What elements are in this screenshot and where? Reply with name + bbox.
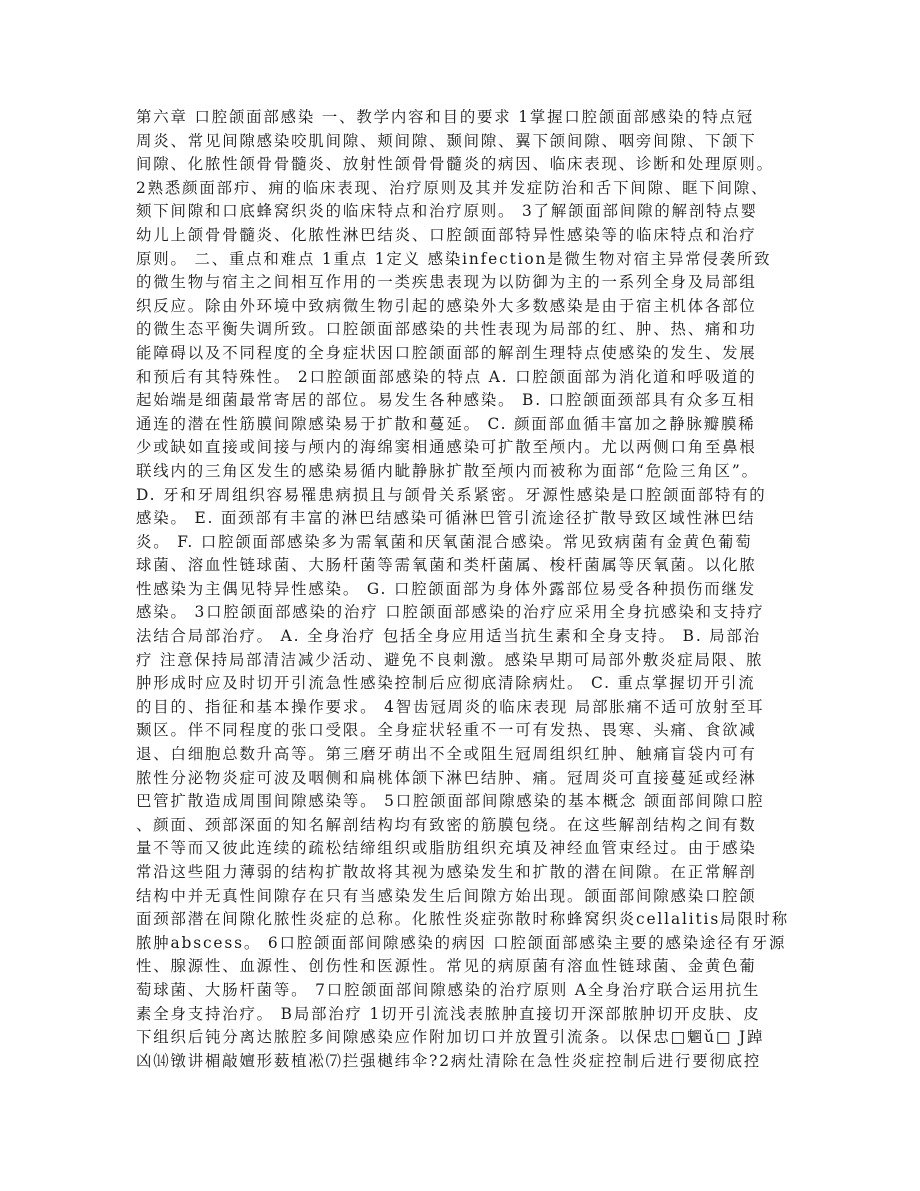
text-line: 、颜面、颈部深面的知名解剖结构均有致密的筋膜包绕。在这些解剖结构之间有数 xyxy=(136,815,757,834)
text-line: 常沿这些阻力薄弱的结构扩散故将其视为感染发生和扩散的潜在间隙。在正常解剖 xyxy=(136,863,757,881)
text-line: 原则。 二、重点和难点 1重点 1定义 感染infection是微生物对宿主异常侵袭所致 xyxy=(136,249,772,268)
text-line: 萄球菌、大肠杆菌等。 7口腔颌面部间隙感染的治疗原则 A全身治疗联合运用抗生 xyxy=(136,980,761,999)
text-line: 脓性分泌物炎症可波及咽侧和扁桃体颌下淋巴结肿、痛。冠周炎可直接蔓延或经淋 xyxy=(136,768,757,787)
text-line: 第六章 口腔颌面部感染 一、教学内容和目的要求 1掌握口腔颌面部感染的特点冠 xyxy=(136,108,755,126)
body-text xyxy=(136,106,796,1073)
text-line: 颏下间隙和口底蜂窝织炎的临床特点和治疗原则。 3了解颌面部间隙的解剖特点婴 xyxy=(136,202,758,221)
text-line: 感染。 3口腔颌面部感染的治疗 口腔颌面部感染的治疗应采用全身抗感染和支持疗 xyxy=(136,603,765,622)
text-line: 下组织后钝分离达脓腔多间隙感染应作附加切口并放置引流条。以保忠□魍ǔ□ J踔 xyxy=(136,1028,765,1047)
text-line: 织反应。除由外环境中致病微生物引起的感染外大多数感染是由于宿主机体各部位 xyxy=(136,296,757,315)
text-line: 联线内的三角区发生的感染易循内眦静脉扩散至颅内而被称为面部“危险三角区”。 xyxy=(136,461,759,480)
text-line: 素全身支持治疗。 B局部治疗 1切开引流浅表脓肿直接切开深部脓肿切开皮肤、皮 xyxy=(136,1004,761,1023)
text-line: 脓肿abscess。 6口腔颌面部间隙感染的病因 口腔颌面部感染主要的感染途径有牙源 xyxy=(136,933,787,952)
text-line: 退、白细胞总数升高等。第三磨牙萌出不全或阻生冠周组织红肿、触痛盲袋内可有 xyxy=(136,745,757,764)
text-line: 幼儿上颌骨骨髓炎、化脓性淋巴结炎、口腔颌面部特异性感染等的临床特点和治疗 xyxy=(136,225,757,244)
text-line: 凶⒁镦讲楣敲嬗形薮植凇⑺拦强樾纬伞?2病灶清除在急性炎症控制后进行要彻底控 xyxy=(136,1051,762,1070)
text-line: 通连的潜在性筋膜间隙感染易于扩散和蔓延。 C. 颜面部血循丰富加之静脉瓣膜稀 xyxy=(136,414,756,433)
text-line: 的微生态平衡失调所致。口腔颌面部感染的共性表现为局部的红、肿、热、痛和功 xyxy=(136,320,757,339)
text-line: 感染。 E. 面颈部有丰富的淋巴结感染可循淋巴管引流途径扩散导致区域性淋巴结 xyxy=(136,509,756,528)
text-line: 肿形成时应及时切开引流急性感染控制后应彻底清除病灶。 C. 重点掌握切开引流 xyxy=(136,674,756,693)
text-line: 面颈部潜在间隙化脓性炎症的总称。化脓性炎症弥散时称蜂窝织炎cellalitis局限时称 xyxy=(136,910,790,929)
text-line: 周炎、常见间隙感染咬肌间隙、颊间隙、颞间隙、翼下颌间隙、咽旁间隙、下颌下 xyxy=(136,131,757,150)
text-line: 巴管扩散造成周围间隙感染等。 5口腔颌面部间隙感染的基本概念 颌面部间隙口腔 xyxy=(136,792,765,811)
text-line: 少或缺如直接或间接与颅内的海绵窦相通感染可扩散至颅内。尤以两侧口角至鼻根 xyxy=(136,438,757,457)
text-line: 量不等而又彼此连续的疏松结缔组织或脂肪组织充填及神经血管束经过。由于感染 xyxy=(136,839,757,858)
text-line: 法结合局部治疗。 A. 全身治疗 包括全身应用适当抗生素和全身支持。 B. 局部治 xyxy=(136,627,762,646)
text-line: 性感染为主偶见特异性感染。 G. 口腔颌面部为身体外露部位易受各种损伤而继发 xyxy=(136,579,757,598)
text-line: 间隙、化脓性颌骨骨髓炎、放射性颌骨骨髓炎的病因、临床表现、诊断和处理原则。 xyxy=(136,155,774,174)
text-line: D. 牙和牙周组织容易罹患病损且与颌骨关系紧密。牙源性感染是口腔颌面部特有的 xyxy=(136,485,767,504)
text-line: 性、腺源性、血源性、创伤性和医源性。常见的病原菌有溶血性链球菌、金黄色葡 xyxy=(136,957,757,976)
text-line: 结构中并无真性间隙存在只有当感染发生后间隙方始出现。颌面部间隙感染口腔颌 xyxy=(136,886,757,905)
text-line: 起始端是细菌最常寄居的部位。易发生各种感染。 B. 口腔颌面颈部具有众多互相 xyxy=(136,391,756,410)
text-line: 球菌、溶血性链球菌、大肠杆菌等需氧菌和类杆菌属、梭杆菌属等厌氧菌。以化脓 xyxy=(136,556,757,575)
text-line: 炎。 F. 口腔颌面部感染多为需氧菌和厌氧菌混合感染。常见致病菌有金黄色葡萄 xyxy=(136,532,753,551)
text-line: 的目的、指征和基本操作要求。 4智齿冠周炎的临床表现 局部胀痛不适可放射至耳 xyxy=(136,697,765,716)
text-line: 2熟悉颜面部疖、痈的临床表现、治疗原则及其并发症防治和舌下间隙、眶下间隙、 xyxy=(136,178,769,197)
text-line: 疗 注意保持局部清洁减少活动、避免不良刺激。感染早期可局部外敷炎症局限、脓 xyxy=(136,650,764,669)
text-line: 能障碍以及不同程度的全身症状因口腔颌面部的解剖生理特点使感染的发生、发展 xyxy=(136,343,757,362)
text-line: 和预后有其特殊性。 2口腔颌面部感染的特点 A. 口腔颌面部为消化道和呼吸道的 xyxy=(136,367,757,386)
text-line: 的微生物与宿主之间相互作用的一类疾患表现为以防御为主的一系列全身及局部组 xyxy=(136,273,757,292)
text-line: 颞区。伴不同程度的张口受限。全身症状轻重不一可有发热、畏寒、头痛、食欲减 xyxy=(136,721,757,740)
